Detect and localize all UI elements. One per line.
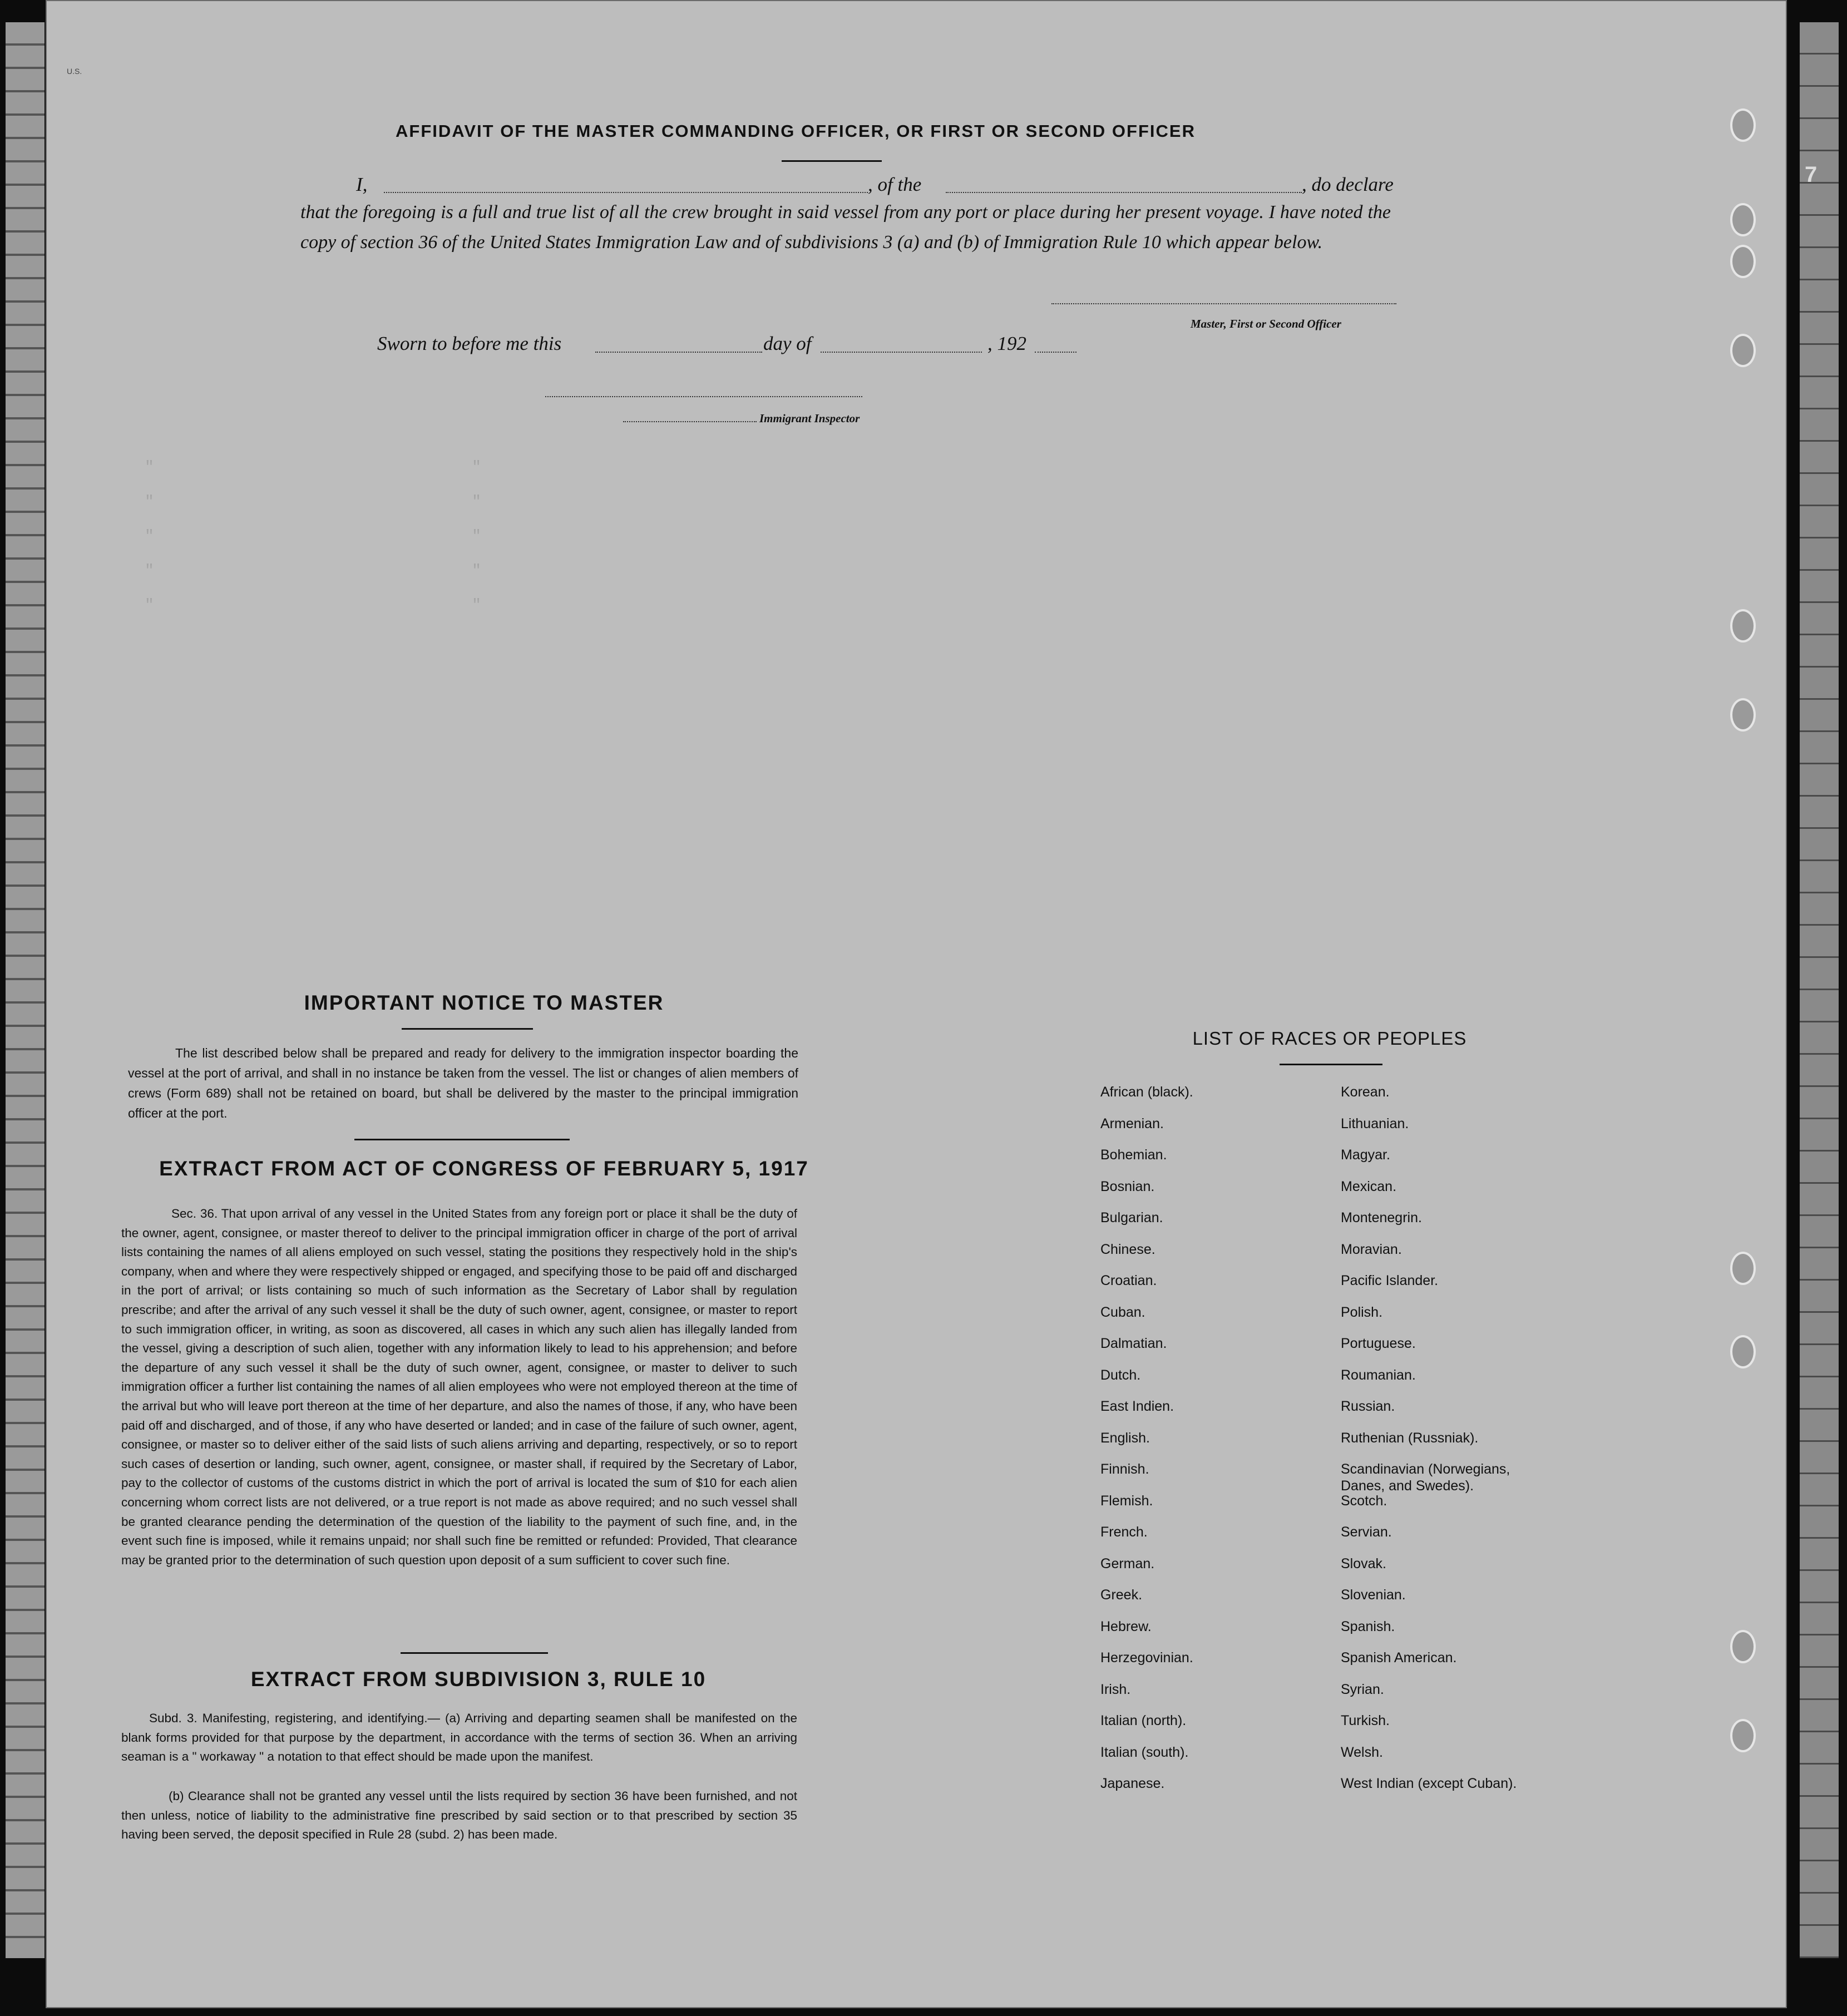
notice-text: The list described below shall be prepared and ready for delivery to the immigration inspector boarding the vessel at the port of arrival, and shall in no instance be taken from the vessel. The list or changes of alien members of crews (Form 689) shall not be retained on board, but shall be delivered by the master to the principal immigration officer at the port. bbox=[128, 1046, 798, 1120]
races-left-column bbox=[1100, 1084, 1193, 1807]
extract-rule-title: EXTRACT FROM SUBDIVISION 3, RULE 10 bbox=[250, 1668, 707, 1691]
races-title: LIST OF RACES OR PEOPLES bbox=[1192, 1028, 1467, 1049]
extract-act-rule bbox=[401, 1652, 548, 1654]
vessel-blank bbox=[946, 192, 1302, 193]
race-item: Bohemian. bbox=[1100, 1147, 1167, 1163]
race-item: German. bbox=[1100, 1555, 1155, 1572]
race-item: Cuban. bbox=[1100, 1304, 1145, 1320]
race-item: Scandinavian (Norwegians, Danes, and Swedes). bbox=[1341, 1461, 1510, 1494]
inspector-caption: Immigrant Inspector bbox=[759, 412, 860, 425]
race-item: Turkish. bbox=[1341, 1713, 1390, 1728]
affidavit-of-the: , of the bbox=[868, 174, 922, 195]
sworn-day-of: day of bbox=[763, 333, 812, 354]
race-item: Bulgarian. bbox=[1100, 1210, 1163, 1226]
race-item: Lithuanian. bbox=[1341, 1115, 1409, 1131]
binder-hole bbox=[1730, 334, 1756, 367]
extract-rule-para-b: (b) Clearance shall not be granted any vessel until the lists required by section 36 have been furnished, and not then unless, notice of liability to the administrative fine prescribed by said section or to that prescribed by section 35 having been served, the deposit specified in Rule 28 (subd. 2) has been made. bbox=[121, 1789, 797, 1842]
race-item: Scotch. bbox=[1341, 1493, 1387, 1509]
race-item: Slovak. bbox=[1341, 1555, 1386, 1572]
binder-hole bbox=[1730, 108, 1756, 142]
race-item: Russian. bbox=[1341, 1399, 1395, 1414]
race-item: Finnish. bbox=[1100, 1461, 1149, 1477]
affidavit-paragraph: that the foregoing is a full and true list of all the crew brought in said vessel from any port or place during her present voyage. I have noted the copy of section 36 of the United States Immigration Law and of subdivisions 3 (a) and (b) of Immigration Rule 10 which appear below. bbox=[300, 202, 1391, 253]
right-page-edge bbox=[1800, 22, 1839, 1958]
race-item: African (black). bbox=[1100, 1084, 1193, 1100]
sworn-day-blank bbox=[595, 352, 762, 353]
race-item: Armenian. bbox=[1100, 1115, 1164, 1131]
race-item: Bosnian. bbox=[1100, 1178, 1155, 1194]
extract-rule-para-a: Subd. 3. Manifesting, registering, and identifying.— (a) Arriving and departing seamen shall be manifested on the blank forms provided for that purpose by the department, in accordance with the terms of section 36. When an arriving seaman is a " workaway " a notation to that effect should be made upon the manifest. bbox=[121, 1711, 797, 1764]
race-item: Ruthenian (Russniak). bbox=[1341, 1430, 1479, 1446]
race-item: Japanese. bbox=[1100, 1776, 1165, 1791]
binder-hole bbox=[1730, 698, 1756, 732]
race-item: Herzegovinian. bbox=[1100, 1650, 1193, 1666]
race-item: Portuguese. bbox=[1341, 1336, 1416, 1351]
race-item: English. bbox=[1100, 1430, 1150, 1446]
race-item: Italian (north). bbox=[1100, 1713, 1187, 1728]
race-item: Pacific Islander. bbox=[1341, 1273, 1439, 1288]
affidavit-do-declare: , do declare bbox=[1302, 174, 1394, 195]
race-item: Magyar. bbox=[1341, 1147, 1390, 1163]
race-item: Hebrew. bbox=[1100, 1618, 1152, 1634]
races-underline bbox=[1280, 1064, 1382, 1065]
binder-hole bbox=[1730, 1630, 1756, 1663]
races-right-column bbox=[1341, 1084, 1524, 1807]
signature-caption: Master, First or Second Officer bbox=[1191, 317, 1341, 330]
binder-hole bbox=[1730, 203, 1756, 236]
race-item: Korean. bbox=[1341, 1084, 1390, 1100]
extract-act-text: Sec. 36. That upon arrival of any vessel in the United States from any foreign port or place it shall be the duty of the owner, agent, consignee, or master thereof to deliver to the principal immigration officer in charge of the port of arrival lists containing the names of all aliens employed on such vessel, stating the positions they respectively hold in the ship's company, when and where they were respectively shipped or engaged, and specifying those to be paid off and discharged in the port of arrival; or lists containing so much of such information as the Secretary of Labor shall by regulation prescribe; and after the arrival of any such vessel it shall be the duty of such owner, agent, consignee, or master to report to such immigration officer, in writing, as soon as discovered, all cases in which any such alien has illegally landed from the vessel, giving a description of such alien, together with any information likely to lead to his apprehension; and before the departure of any such vessel it shall be the duty of such owner, agent, consignee, or master to deliver to such immigration officer a further list containing the names of all alien employees who were not employed thereon at the time of the arrival but who will leave port thereon at the time of her departure, and also the names of those, if any, who have been paid off and discharged, and of those, if any who have deserted or landed; and in case of the failure of such owner, agent, consignee, or master so to deliver either of the said lists of such aliens arriving and departing, respectively, or so to report such cases of desertion or landing, such owner, agent, consignee, or master shall, if required by the Secretary of Labor, pay to the collector of customs of the customs district in which the port of arrival is located the sum of $10 for each alien concerning whom correct lists are not delivered, or a true report is not made as above required; and no such vessel shall be granted clearance pending the determination of the question of the liability to the payment of such fine, and, in the event such fine is imposed, while it remains unpaid; nor shall such fine be remitted or refunded: Provided, That clearance may be granted prior to the determination of such question upon deposit of a sum sufficient to cover such fine. bbox=[121, 1207, 797, 1567]
binder-hole bbox=[1730, 245, 1756, 278]
margin-mark: 7 bbox=[1805, 162, 1818, 187]
sworn-prefix: Sworn to before me this bbox=[377, 333, 562, 354]
inspector-signature-line bbox=[545, 396, 862, 397]
notice-underline bbox=[402, 1028, 533, 1030]
race-item: Greek. bbox=[1100, 1587, 1143, 1603]
race-item: Montenegrin. bbox=[1341, 1210, 1422, 1226]
race-item: Dutch. bbox=[1100, 1367, 1141, 1383]
race-item: Dalmatian. bbox=[1100, 1336, 1167, 1351]
race-item: East Indien. bbox=[1100, 1399, 1174, 1414]
race-item: Croatian. bbox=[1100, 1273, 1157, 1288]
race-item: Roumanian. bbox=[1341, 1367, 1416, 1383]
binder-hole bbox=[1730, 609, 1756, 643]
race-item: Polish. bbox=[1341, 1304, 1383, 1320]
inspector-caption-line bbox=[623, 421, 757, 422]
race-item: Syrian. bbox=[1341, 1681, 1384, 1697]
margin-mark: U.S. bbox=[67, 67, 82, 76]
race-item: Slovenian. bbox=[1341, 1587, 1406, 1603]
race-item: Spanish American. bbox=[1341, 1650, 1457, 1666]
sworn-month-blank bbox=[821, 352, 982, 353]
race-item: Servian. bbox=[1341, 1524, 1392, 1540]
sworn-year: , 192 bbox=[987, 333, 1026, 354]
affidavit-title: AFFIDAVIT OF THE MASTER COMMANDING OFFICER, OR FIRST OR SECOND OFFICER bbox=[396, 121, 1196, 141]
race-item: French. bbox=[1100, 1524, 1148, 1540]
race-item: West Indian (except Cuban). bbox=[1341, 1776, 1517, 1791]
race-item: Flemish. bbox=[1100, 1493, 1153, 1509]
binder-hole bbox=[1730, 1719, 1756, 1752]
race-item: Welsh. bbox=[1341, 1744, 1383, 1760]
race-item: Spanish. bbox=[1341, 1618, 1395, 1634]
race-item: Irish. bbox=[1100, 1681, 1131, 1697]
race-item: Italian (south). bbox=[1100, 1744, 1189, 1760]
name-blank bbox=[384, 192, 868, 193]
left-page-edge bbox=[6, 22, 45, 1958]
notice-title: IMPORTANT NOTICE TO MASTER bbox=[304, 991, 664, 1014]
race-item: Moravian. bbox=[1341, 1241, 1402, 1257]
race-item: Mexican. bbox=[1341, 1178, 1397, 1194]
title-underline bbox=[782, 160, 882, 162]
bleed-through-text: " " " " " " " " " " bbox=[145, 459, 481, 614]
binder-hole bbox=[1730, 1335, 1756, 1368]
sworn-year-blank bbox=[1035, 352, 1076, 353]
binder-hole bbox=[1730, 1252, 1756, 1285]
race-item: Chinese. bbox=[1100, 1241, 1155, 1257]
notice-rule bbox=[354, 1139, 570, 1140]
extract-act-title: EXTRACT FROM ACT OF CONGRESS OF FEBRUARY 5, 1917 bbox=[159, 1157, 809, 1180]
affidavit-i: I, bbox=[356, 174, 368, 195]
signature-line bbox=[1051, 303, 1396, 304]
